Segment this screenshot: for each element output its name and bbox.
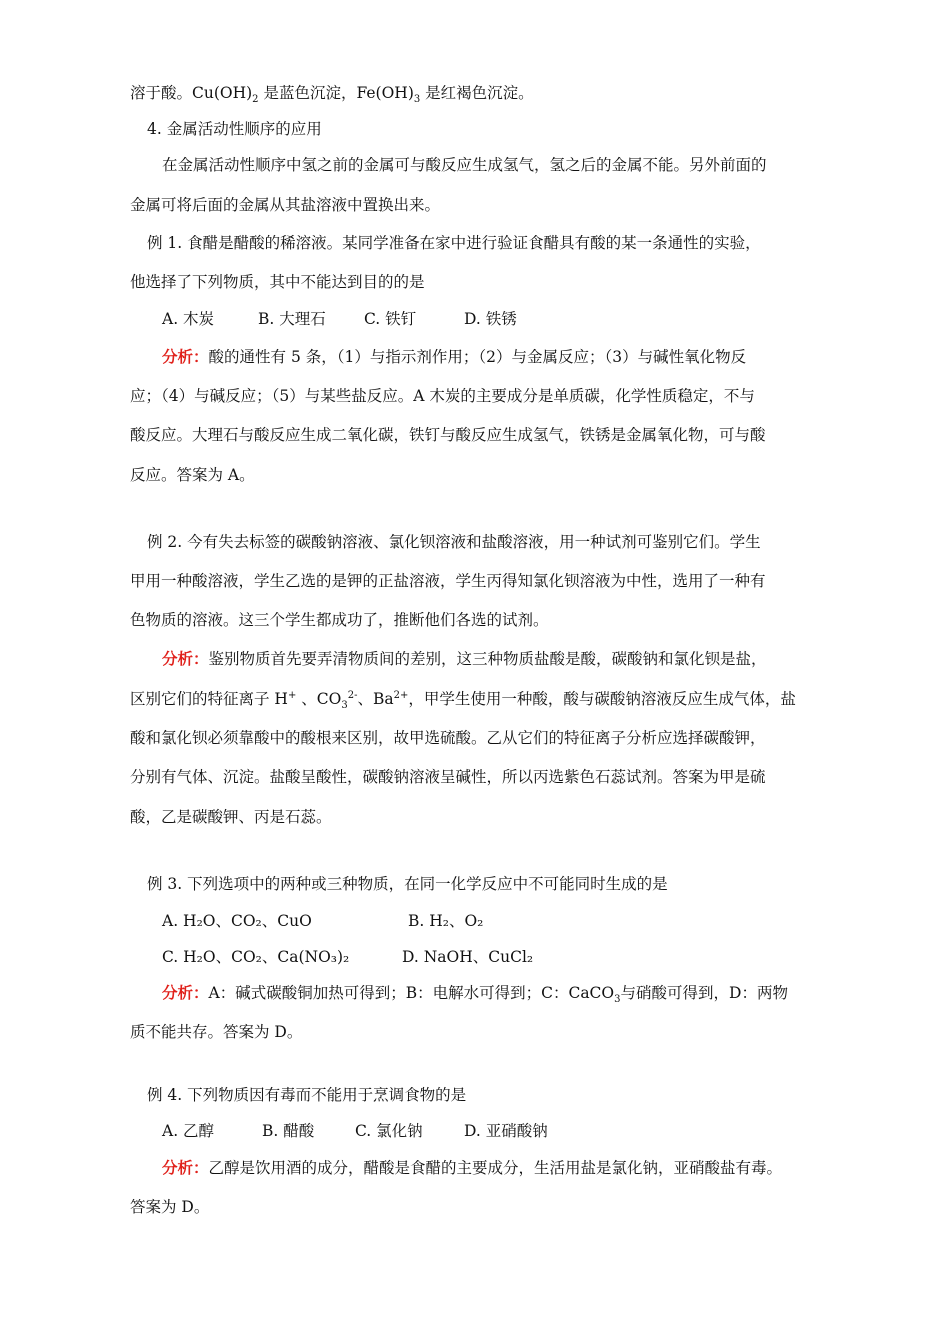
example4-analysis: 答案为 D。 [130,1198,210,1216]
superscript: + [287,689,297,701]
example1-analysis: 酸反应。大理石与酸反应生成二氧化碳，铁钉与酸反应生成氢气，铁锈是金属氧化物，可与酸 [130,426,766,444]
example2-analysis [130,688,796,710]
analysis-label: 分析： [162,348,209,366]
example1-question: 例 1. 食醋是醋酸的稀溶液。某同学准备在家中进行验证食醋具有酸的某一条通性的实验， [147,234,761,252]
example1-analysis: 反应。答案为 A。 [130,466,255,484]
example4-question: 例 4. 下列物质因有毒而不能用于烹调食物的是 [147,1086,467,1104]
analysis-label: 分析： [162,650,209,668]
example2-question: 色物质的溶液。这三个学生都成功了，推断他们各选的试剂。 [130,611,549,629]
example2-analysis: 酸和氯化钡必须靠酸中的酸根来区别，故甲选硫酸。乙从它们的特征离子分析应选择碳酸钾， [130,729,766,747]
analysis-label: 分析： [162,984,209,1002]
option-a: A. 木炭 [162,310,215,328]
paragraph-line: 金属可将后面的金属从其盐溶液中置换出来。 [130,196,441,214]
superscript: 2- [347,689,358,701]
option-b: B. H₂、O₂ [408,912,484,930]
paragraph-line: 在金属活动性顺序中氢之前的金属可与酸反应生成氢气，氢之后的金属不能。另外前面的 [162,156,767,174]
intro-text: 溶于酸。Cu(OH) [130,84,253,102]
analysis-text: 酸的通性有 5 条，（1）与指示剂作用；（2）与金属反应；（3）与碱性氧化物反 [208,348,747,366]
analysis-text: 、Ba [357,690,394,708]
analysis-text: 、CO [296,690,342,708]
superscript: 2+ [393,689,409,701]
analysis-text: ，甲学生使用一种酸，酸与碳酸钠溶液反应生成气体，盐 [408,690,796,708]
option-d: D. NaOH、CuCl₂ [402,948,534,966]
example2-analysis [162,648,767,670]
option-c: C. H₂O、CO₂、Ca(NO₃)₂ [162,948,350,966]
example4-options [162,1120,548,1142]
option-d: D. 铁锈 [464,310,517,328]
example3-analysis: 质不能共存。答案为 D。 [130,1023,303,1041]
option-a: A. 乙醇 [162,1122,215,1140]
option-c: C. 氯化钠 [355,1122,423,1140]
example1-analysis: 应；（4）与碱反应；（5）与某些盐反应。A 木炭的主要成分是单质碳，化学性质稳定，不与 [130,387,755,405]
intro-line [130,82,534,104]
analysis-text: 乙醇是饮用酒的成分，醋酸是食醋的主要成分，生活用盐是氯化钠，亚硝酸盐有毒。 [208,1159,783,1177]
intro-text: 是红褐色沉淀。 [420,84,534,102]
option-a: A. H₂O、CO₂、CuO [162,912,312,930]
subscript: 3 [341,700,348,712]
example1-options [162,308,517,330]
example2-question: 甲用一种酸溶液，学生乙选的是钾的正盐溶液，学生丙得知氯化钡溶液为中性，选用了一种有 [130,572,766,590]
analysis-text: 区别它们的特征离子 H [130,690,288,708]
example3-question: 例 3. 下列选项中的两种或三种物质，在同一化学反应中不可能同时生成的是 [147,875,668,893]
intro-text: 是蓝色沉淀，Fe(OH) [258,84,414,102]
option-b: B. 醋酸 [262,1122,315,1140]
analysis-text: A：碱式碳酸铜加热可得到；B：电解水可得到；C：CaCO [208,984,615,1002]
example4-analysis [162,1157,782,1179]
example1-question: 他选择了下列物质，其中不能达到目的的是 [130,273,425,291]
example3-options [162,910,483,932]
example2-analysis: 分别有气体、沉淀。盐酸呈酸性，碳酸钠溶液呈碱性，所以丙选紫色石蕊试剂。答案为甲是硫 [130,768,766,786]
subscript: 2 [252,94,259,106]
example2-analysis: 酸，乙是碳酸钾、丙是石蕊。 [130,808,332,826]
example1-analysis [162,346,746,368]
example2-question: 例 2. 今有失去标签的碳酸钠溶液、氯化钡溶液和盐酸溶液，用一种试剂可鉴别它们。学生 [147,533,761,551]
option-b: B. 大理石 [258,310,326,328]
analysis-label: 分析： [162,1159,209,1177]
subscript: 3 [614,994,621,1006]
section-heading: 4. 金属活动性顺序的应用 [147,120,322,138]
example3-analysis [162,982,788,1004]
analysis-text: 鉴别物质首先要弄清物质间的差别，这三种物质盐酸是酸，碳酸钠和氯化钡是盐， [208,650,767,668]
option-d: D. 亚硝酸钠 [464,1122,548,1140]
option-c: C. 铁钉 [364,310,417,328]
analysis-text: 与硝酸可得到，D：两物 [620,984,788,1002]
example3-options [162,946,533,968]
subscript: 3 [413,94,421,106]
